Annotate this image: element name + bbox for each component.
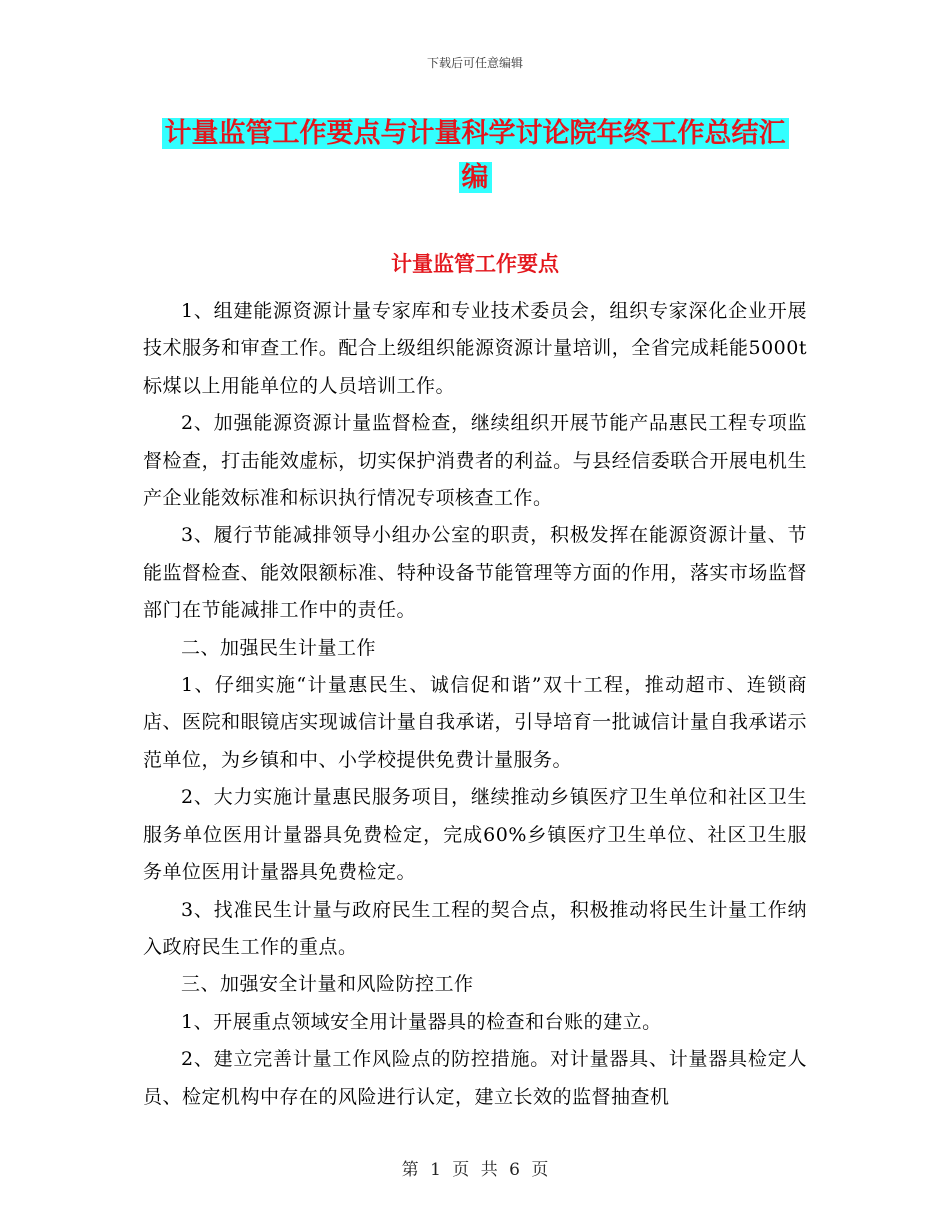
paragraph: 1、仔细实施“计量惠民生、诚信促和谐”双十工程，推动超市、连锁商店、医院和眼镜店实现诚信计量自我承诺，引导培育一批诚信计量自我承诺示范单位，为乡镇和中、小学校提供免费计量服务。 (143, 674, 807, 771)
document-title (140, 112, 810, 200)
paragraph: 1、开展重点领域安全用计量器具的检查和台账的建立。 (181, 1010, 662, 1033)
paragraph: 3、履行节能减排领导小组办公室的职责，积极发挥在能源资源计量、节能监督检查、能效限额标准、特种设备节能管理等方面的作用，落实市场监督部门在节能减排工作中的责任。 (143, 524, 807, 622)
paragraph: 1、组建能源资源计量专家库和专业技术委员会，组织专家深化企业开展技术服务和审查工作。配合上级组织能源资源计量培训，全省完成耗能5000t标煤以上用能单位的人员培训工作。 (143, 300, 807, 397)
subsection-heading: 二、加强民生计量工作 (181, 636, 377, 659)
document-title-line-1: 计量监管工作要点与计量科学讨论院年终工作总结汇 (162, 118, 789, 149)
document-title-line-2: 编 (459, 162, 492, 193)
paragraph: 3、找准民生计量与政府民生工程的契合点，积极推动将民生计量工作纳入政府民生工作的重点。 (143, 898, 807, 958)
paragraph: 2、加强能源资源计量监督检查，继续组织开展节能产品惠民工程专项监督检查，打击能效虚标，切实保护消费者的利益。与县经信委联合开展电机生产企业能效标准和标识执行情况专项核查工作。 (143, 412, 807, 510)
paragraph: 2、大力实施计量惠民服务项目，继续推动乡镇医疗卫生单位和社区卫生服务单位医用计量器具免费检定，完成60%乡镇医疗卫生单位、社区卫生服务单位医用计量器具免费检定。 (143, 786, 807, 884)
header-note: 下载后可任意编辑 (426, 56, 523, 70)
page-number-footer: 第 1 页 共 6 页 (401, 1160, 549, 1180)
paragraph: 2、建立完善计量工作风险点的防控措施。对计量器具、计量器具检定人员、检定机构中存在的风险进行认定，建立长效的监督抽查机 (143, 1048, 807, 1108)
subsection-heading: 三、加强安全计量和风险防控工作 (181, 973, 474, 996)
document-body (143, 293, 807, 1116)
section-title: 计量监管工作要点 (391, 251, 559, 276)
